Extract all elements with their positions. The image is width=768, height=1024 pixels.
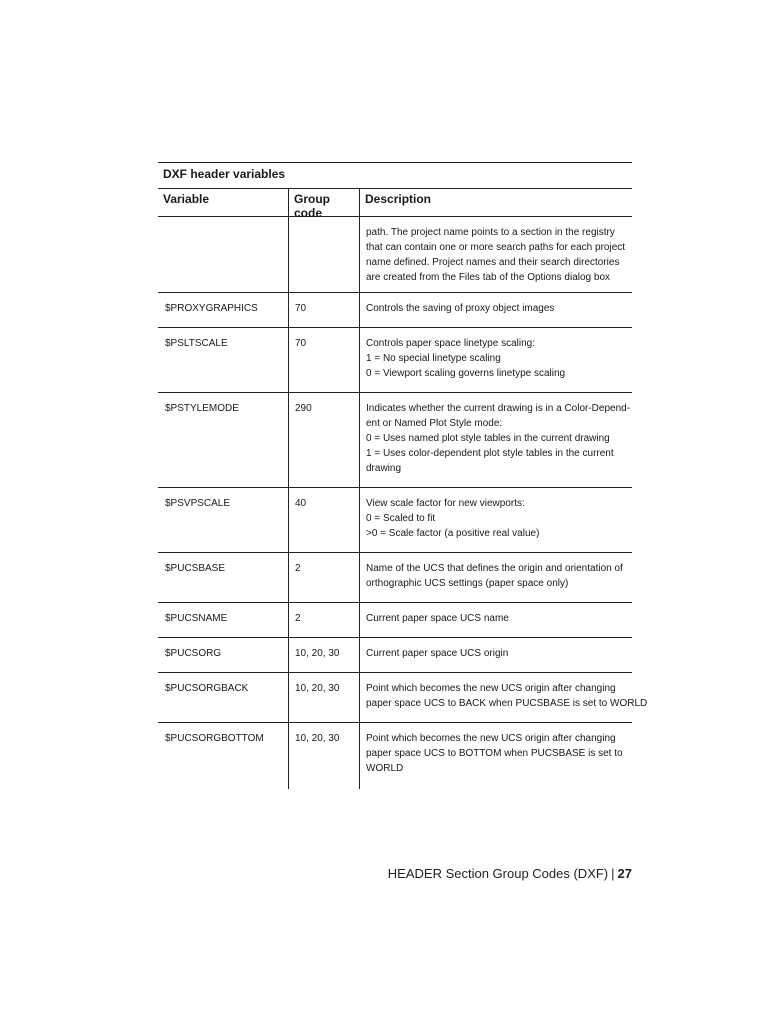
description-line: drawing [366,463,402,474]
column-header-group-code: Group code [289,189,360,216]
description-line: paper space UCS to BACK when PUCSBASE is set to WORLD [366,698,648,709]
description-line: 0 = Scaled to fit [366,513,436,524]
footer-section-title: HEADER Section Group Codes (DXF) [387,866,609,881]
description-line: Point which becomes the new UCS origin after changing [366,733,616,744]
table-row [158,393,632,488]
cell-group-code: 10, 20, 30 [289,638,360,672]
table-title: DXF header variables [158,162,632,189]
cell-group-code: 70 [289,328,360,392]
cell-variable: $PROXYGRAPHICS [158,293,289,327]
cell-group-code: 10, 20, 30 [289,673,360,722]
cell-group-code: 2 [289,553,360,602]
description-line: Indicates whether the current drawing is in a Color-Depend- [366,403,631,414]
cell-description [360,723,632,789]
page-footer [388,866,632,881]
description-line: path. The project name points to a section in the registry [366,227,615,238]
table-row [158,603,632,638]
cell-group-code [289,217,360,292]
description-line: >0 = Scale factor (a positive real value) [366,528,540,539]
description-line: 1 = No special linetype scaling [366,353,501,364]
cell-description [360,673,648,722]
cell-variable: $PUCSORGBOTTOM [158,723,289,789]
table-body [158,217,648,789]
cell-description [360,488,632,552]
cell-group-code: 70 [289,293,360,327]
description-line: paper space UCS to BOTTOM when PUCSBASE is set to [366,748,623,759]
description-line: Controls the saving of proxy object images [366,303,555,314]
description-line: 1 = Uses color-dependent plot style tables in the current [366,448,614,459]
description-line: Current paper space UCS name [366,613,509,624]
cell-variable: $PSLTSCALE [158,328,289,392]
cell-variable: $PUCSBASE [158,553,289,602]
cell-description [360,638,632,672]
table-row [158,293,632,328]
column-header-variable: Variable [158,189,289,216]
cell-variable: $PUCSNAME [158,603,289,637]
cell-variable: $PSVPSCALE [158,488,289,552]
cell-description [360,328,632,392]
cell-variable: $PUCSORGBACK [158,673,289,722]
column-header-description: Description [365,192,432,206]
cell-variable: $PUCSORG [158,638,289,672]
cell-variable [158,217,289,292]
description-line: are created from the Files tab of the Options dialog box [366,272,611,283]
cell-description [360,393,632,487]
table-row [158,328,632,393]
table-row [158,723,632,789]
cell-description [360,293,632,327]
cell-group-code: 10, 20, 30 [289,723,360,789]
cell-description [360,603,632,637]
description-line: ent or Named Plot Style mode: [366,418,503,429]
description-line: 0 = Uses named plot style tables in the current drawing [366,433,610,444]
description-line: Controls paper space linetype scaling: [366,338,535,349]
cell-group-code: 290 [289,393,360,487]
table-row [158,553,632,603]
description-line: name defined. Project names and their search directories [366,257,620,268]
page-number: 27 [617,866,632,881]
description-line: 0 = Viewport scaling governs linetype scaling [366,368,566,379]
description-line: Current paper space UCS origin [366,648,509,659]
description-line: that can contain one or more search paths for each project [366,242,626,253]
footer-separator: | [611,866,615,881]
cell-group-code: 40 [289,488,360,552]
cell-group-code: 2 [289,603,360,637]
table-header-row [158,189,632,220]
table-row [158,673,648,723]
table-row [158,638,632,673]
dxf-header-variables-table [158,162,648,789]
cell-description [360,553,632,602]
table-row [158,217,632,293]
cell-variable: $PSTYLEMODE [158,393,289,487]
description-line: WORLD [366,763,404,774]
cell-description [360,217,632,292]
table-row [158,488,632,553]
description-line: Point which becomes the new UCS origin after changing [366,683,616,694]
description-line: View scale factor for new viewports: [366,498,525,509]
description-line: orthographic UCS settings (paper space only) [366,578,569,589]
description-line: Name of the UCS that defines the origin and orientation of [366,563,623,574]
